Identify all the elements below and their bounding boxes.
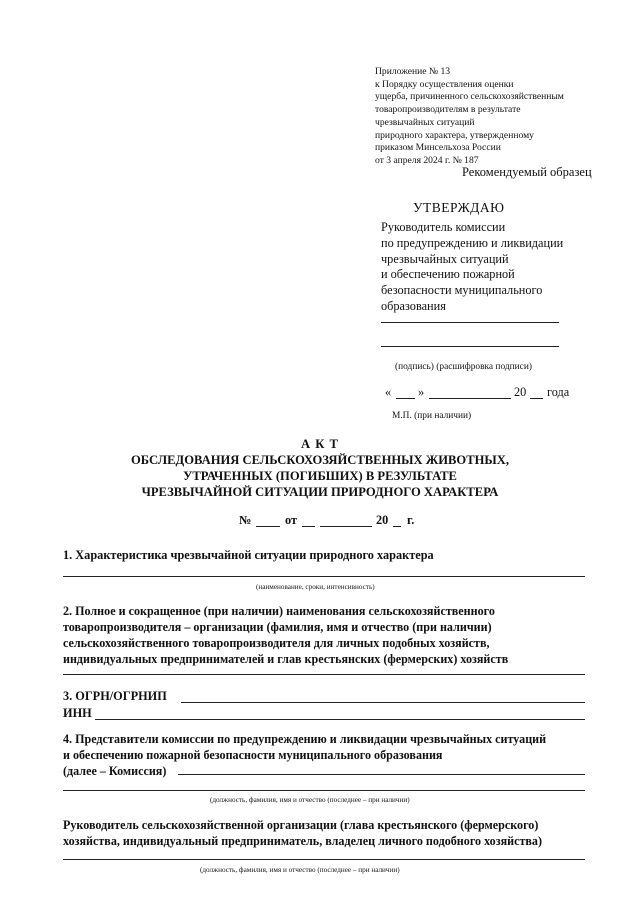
- head-field-line: [63, 859, 585, 860]
- section-2-heading: [63, 603, 508, 667]
- title-line: ЧРЕЗВЫЧАЙНОЙ СИТУАЦИИ ПРИРОДНОГО ХАРАКТЕРА: [141, 485, 499, 499]
- section-1-caption: (наименование, сроки, интенсивность): [256, 583, 375, 591]
- appendix-line: к Порядку осуществления оценки: [375, 78, 514, 90]
- ogrn-label: 3. ОГРН/ОГРНИП: [63, 689, 167, 703]
- approval-line: и обеспечению пожарной: [381, 267, 515, 282]
- act-year-prefix: 20: [376, 513, 389, 527]
- date-day-blank: [396, 398, 415, 399]
- section-4-line: (далее – Комиссия): [63, 764, 167, 778]
- inn-label: ИНН: [63, 706, 92, 720]
- approval-line: безопасности муниципального: [381, 283, 543, 298]
- name-line: [381, 346, 559, 347]
- appendix-line: от 3 апреля 2024 г. № 187: [375, 154, 479, 166]
- section-1-heading: 1. Характеристика чрезвычайной ситуации природного характера: [63, 548, 434, 562]
- section-4-heading: [63, 731, 546, 779]
- act-from-label: от: [285, 513, 298, 527]
- section-2-line: сельскохозяйственного товаропроизводителя для личных подобных хозяйств,: [63, 636, 490, 650]
- act-month-blank: [320, 526, 372, 527]
- section-5-line: Руководитель сельскохозяйственной организации (глава крестьянского (фермерского): [63, 818, 539, 832]
- recommended-sample-label: Рекомендуемый образец: [462, 165, 592, 179]
- appendix-line: ущерба, причиненного сельскохозяйственным: [375, 91, 564, 103]
- title-line: ОБСЛЕДОВАНИЯ СЕЛЬСКОХОЗЯЙСТВЕННЫХ ЖИВОТНЫХ,: [130, 453, 510, 467]
- appendix-reference: [375, 66, 625, 168]
- date-year-blank: [530, 398, 543, 399]
- inn-field-line: [95, 719, 585, 720]
- document-title: [0, 436, 640, 500]
- section-2-line: товаропроизводителя – организации (фамилия, имя и отчество (при наличии): [63, 620, 492, 634]
- date-month-blank: [429, 398, 511, 399]
- date-year-prefix: 20: [514, 385, 527, 399]
- appendix-line: природного характера, утвержденному: [375, 129, 534, 141]
- approval-position: [381, 220, 563, 315]
- section-5-heading: [63, 817, 542, 849]
- section-5-line: хозяйства, индивидуальный предприниматель, владелец личного подобного хозяйства): [63, 834, 542, 848]
- title-line: УТРАЧЕННЫХ (ПОГИБШИХ) В РЕЗУЛЬТАТЕ: [183, 469, 457, 483]
- commission-field-line: [178, 774, 585, 775]
- act-year-blank: [393, 526, 401, 527]
- signature-line: [381, 322, 559, 323]
- approval-heading: УТВЕРЖДАЮ: [413, 200, 505, 215]
- signature-caption: (подпись) (расшифровка подписи): [395, 362, 532, 372]
- appendix-line: товаропроизводителям в результате: [375, 104, 521, 116]
- approval-line: по предупреждению и ликвидации: [381, 235, 564, 250]
- approval-line: чрезвычайных ситуаций: [381, 251, 509, 266]
- commission-field-line-2: [63, 790, 585, 791]
- stamp-note: М.П. (при наличии): [392, 411, 472, 421]
- appendix-line: чрезвычайных ситуаций: [375, 116, 475, 128]
- act-number-label: №: [239, 513, 252, 527]
- section-2-line: индивидуальных предпринимателей и глав крестьянских (фермерских) хозяйств: [63, 652, 509, 666]
- section-4-line: и обеспечению пожарной безопасности муниципального образования: [63, 748, 443, 762]
- act-number-blank: [256, 526, 280, 527]
- section-2-line: 2. Полное и сокращенное (при наличии) наименования сельскохозяйственного: [63, 604, 495, 618]
- section-1-line: [63, 576, 585, 577]
- section-2-line-blank: [63, 674, 585, 675]
- date-year-suffix: года: [547, 385, 570, 399]
- ogrn-field-line: [181, 702, 585, 703]
- approval-line: Руководитель комиссии: [381, 220, 506, 234]
- title-line: А К Т: [301, 437, 339, 451]
- approval-line: образования: [381, 298, 446, 313]
- section-4-caption: (должность, фамилия, имя и отчество (последнее – при наличии): [210, 796, 410, 804]
- act-year-suffix: г.: [407, 513, 415, 527]
- section-4-line: 4. Представители комиссии по предупреждению и ликвидации чрезвычайных ситуаций: [63, 732, 547, 746]
- appendix-line: приказом Минсельхоза России: [375, 142, 501, 154]
- act-day-blank: [302, 526, 315, 527]
- date-open-quote: «: [385, 385, 392, 399]
- section-5-caption: (должность, фамилия, имя и отчество (последнее – при наличии): [200, 866, 400, 874]
- appendix-line: Приложение № 13: [375, 66, 451, 77]
- date-close-quote: »: [418, 385, 425, 399]
